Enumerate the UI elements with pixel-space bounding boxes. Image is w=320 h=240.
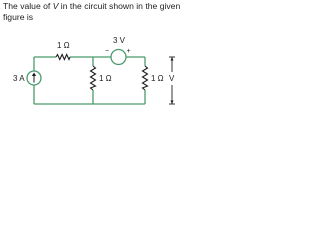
voltage-source-symbol <box>111 50 126 65</box>
question-variable: V <box>52 1 59 11</box>
output-voltage-label: V <box>169 74 175 83</box>
resistor-right-symbol <box>143 66 148 90</box>
question-prefix: The value of <box>3 1 53 11</box>
circuit-wires <box>34 57 145 104</box>
voltage-source-plus-sign: + <box>126 48 131 55</box>
resistor-middle-symbol <box>91 66 96 90</box>
resistor-top-symbol <box>56 55 70 60</box>
question-suffix: in the circuit shown in the given figure is <box>3 1 181 22</box>
voltage-source-minus-sign: − <box>105 48 110 55</box>
resistor-top-label: 1 Ω <box>57 41 70 50</box>
current-source-label: 3 A <box>13 74 25 83</box>
resistor-middle-label: 1 Ω <box>99 74 112 83</box>
circuit-diagram <box>0 0 200 117</box>
voltage-source-label: 3 V <box>113 36 126 45</box>
resistor-right-label: 1 Ω <box>151 74 164 83</box>
